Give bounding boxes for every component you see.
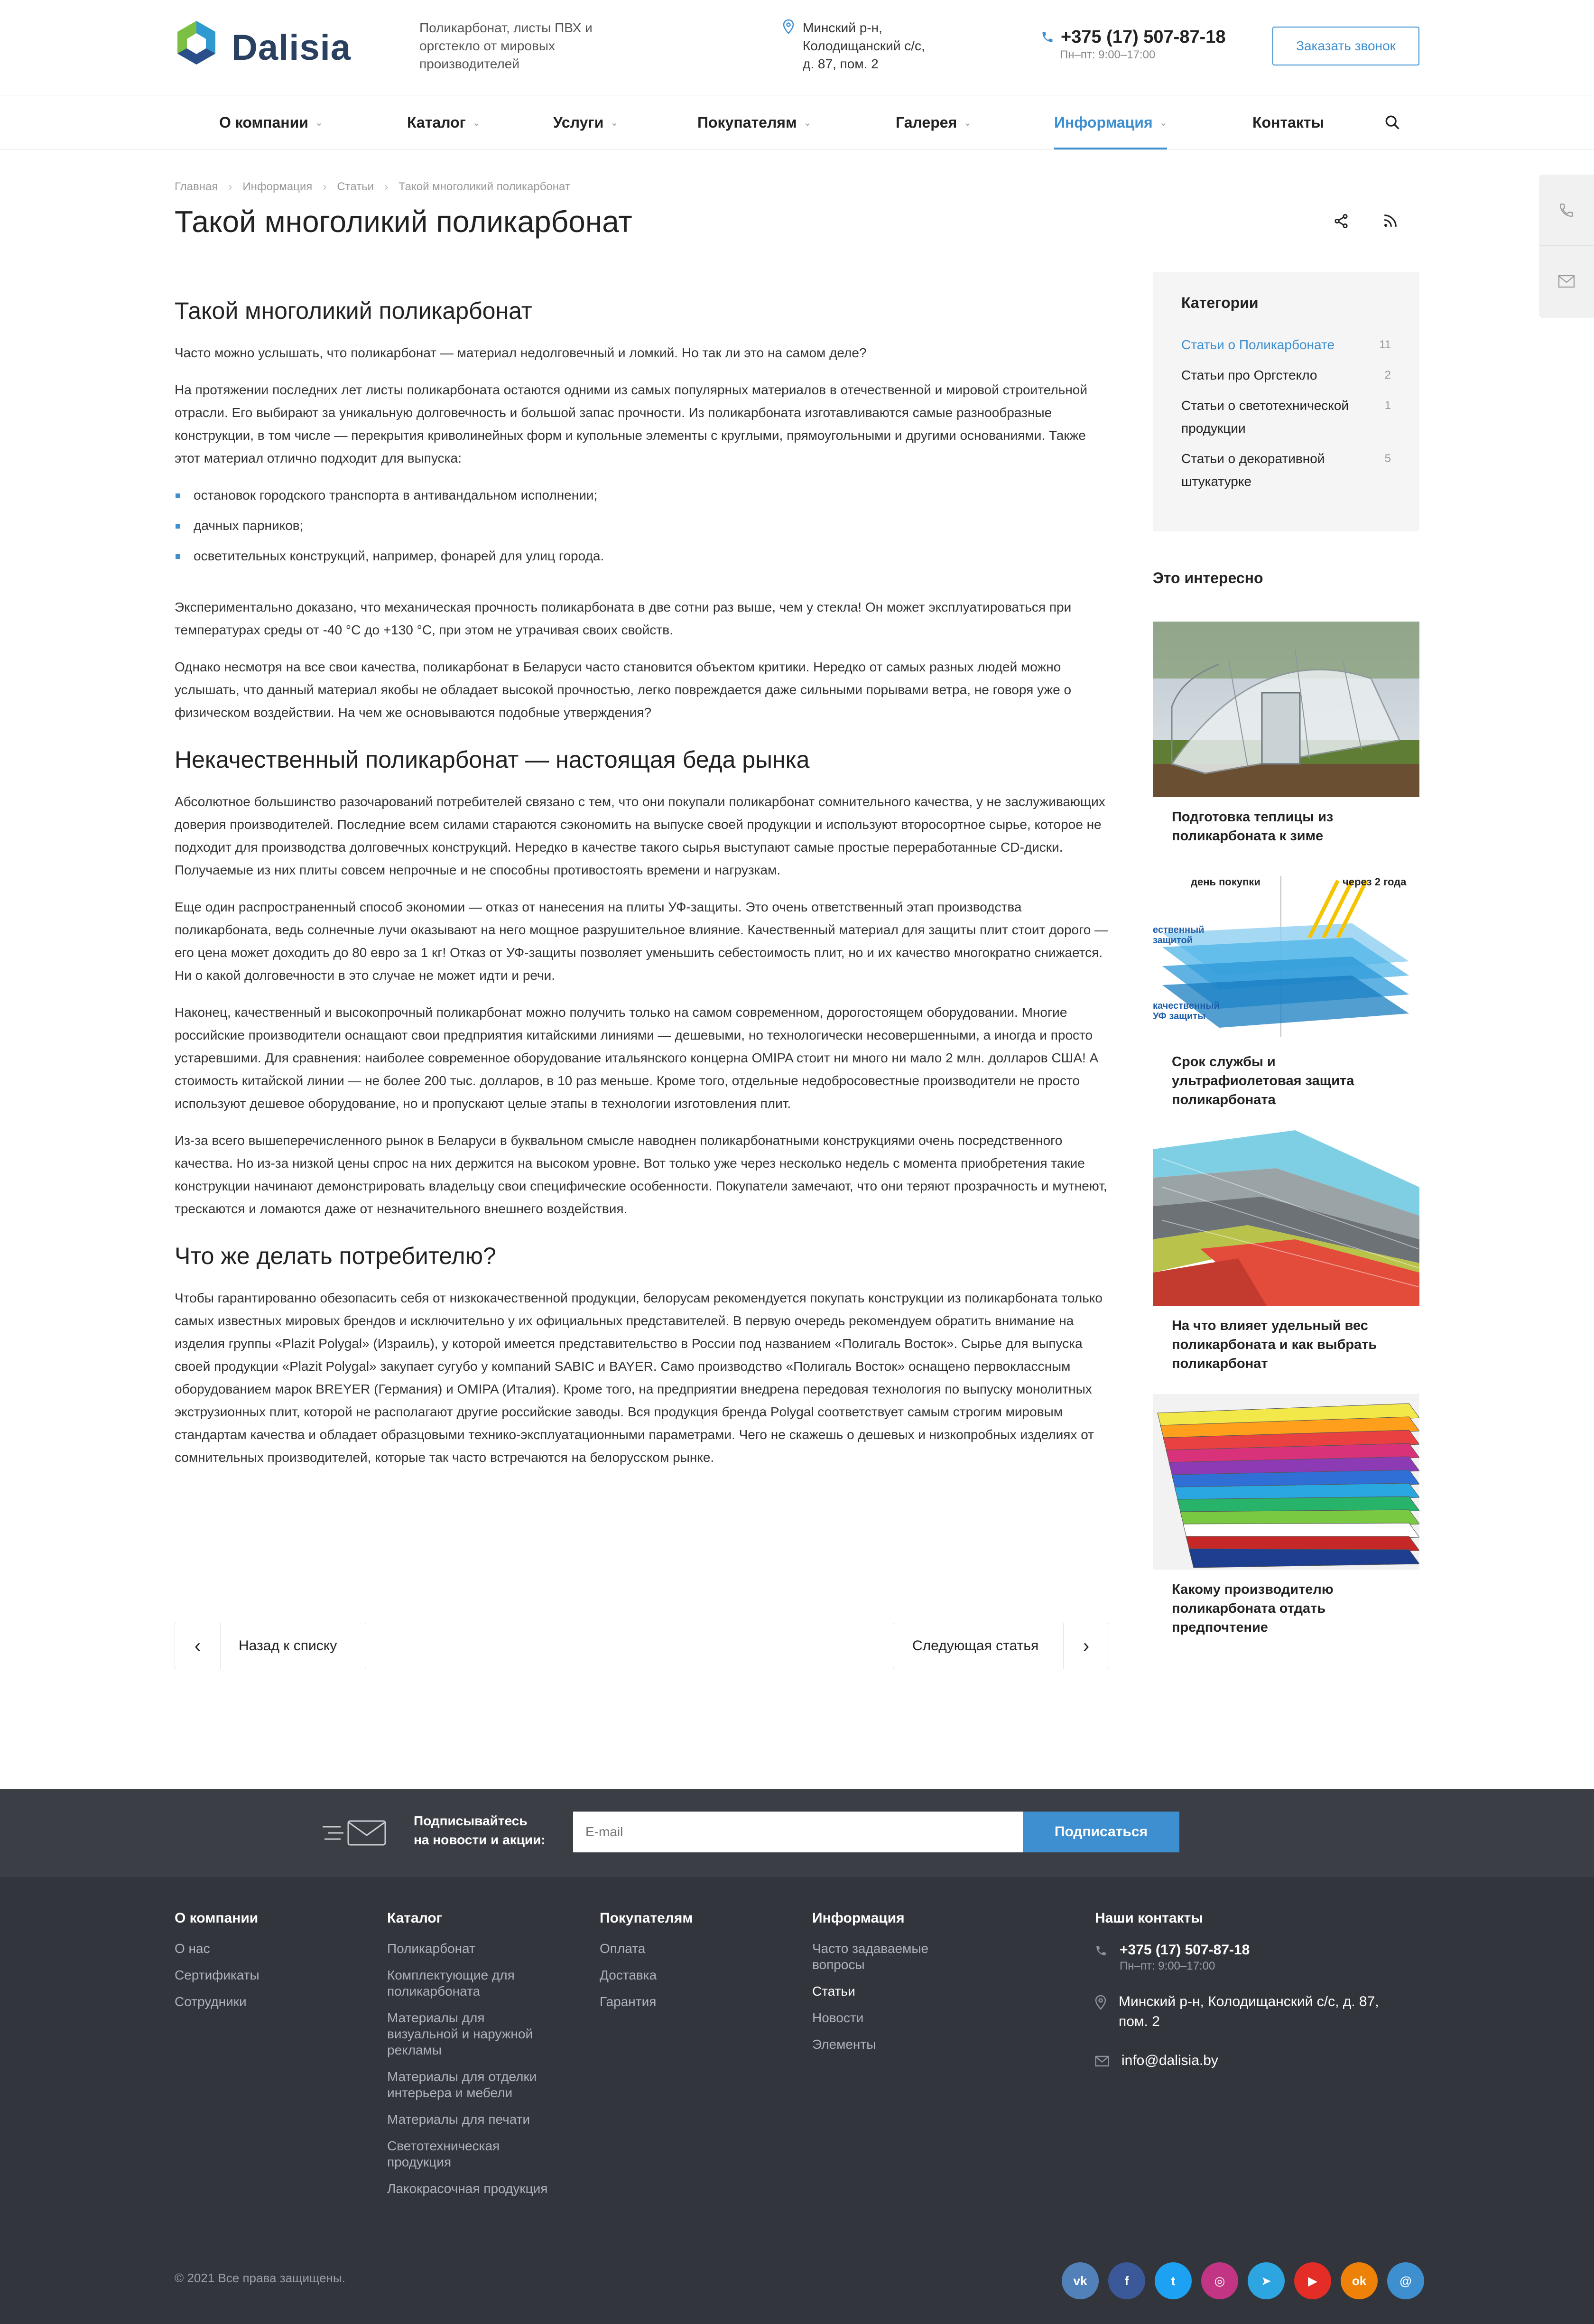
share-icon[interactable] xyxy=(1333,213,1349,230)
uv-label-no-uv: УФ защиты xyxy=(1153,1011,1206,1022)
footer-link[interactable]: Светотехническая продукция xyxy=(387,2138,500,2169)
page-title: Такой многоликий поликарбонат xyxy=(175,205,632,239)
logo[interactable] xyxy=(175,18,351,77)
site-header xyxy=(0,0,1594,95)
article-paragraph: На протяжении последних лет листы поликарбоната остаются одними из самых популярных материалов в отечественной и мировой строительной отрасли. Его выбирают за уникальную долговечность и большой запас прочности. Из поликарбоната изготавливаются самые разнообразные конструкции, в том числе — перекрытия криволинейных форм и купольные элементы с круглыми, прямоугольными и другими основаниями. Также этот материал отлично подходит для выпуска: xyxy=(175,382,1088,465)
footer-column xyxy=(387,1910,567,2207)
article-heading: Некачественный поликарбонат — настоящая беда рынка xyxy=(175,746,810,773)
category-label: Статьи о светотехнической продукции xyxy=(1181,398,1349,436)
category-item[interactable] xyxy=(1181,394,1391,440)
side-floating-tools xyxy=(1539,175,1594,318)
breadcrumb-current: Такой многоликий поликарбонат xyxy=(398,180,570,193)
social-links xyxy=(1062,2262,1424,2299)
footer-phone-row xyxy=(1095,1941,1399,1973)
post-title: Подготовка теплицы из поликарбоната к зиме xyxy=(1172,809,1334,844)
uv-label-low-quality: качественный xyxy=(1153,1001,1220,1011)
article-paragraph: Из-за всего вышеперечисленного рынок в Беларуси в буквальном смысле наводнен поликарбонатными конструкциями очень посредственного качества. Но из-за низкой цены спрос на них держится на высоком уровне. Вот только уже через несколько недель с момента приобретения такие конструкции начинают демонстрировать владельцу свои специфические особенности. Покупатели замечают, что они теряют прозрачность и мутнеют, трескаются и ломаются даже от незначительного внешнего воздействия. xyxy=(175,1133,1107,1216)
article-paragraph: Чтобы гарантированно обезопасить себя от низкокачественной продукции, белорусам рекомендуется покупать конструкции из поликарбоната только самых известных мировых брендов и исключительно у их официальных представителей. В первую очередь рекомендуем обратить внимание на изделия группы «Plazit Polygal» (Израиль), у которой имеется представительство в России под названием «Полигаль Восток». Сырье для выпуска своей продукции «Plazit Polygal» закупает сугубо у компаний SABIC и BAYER. Само производство «Полигаль Восток» оснащено первоклассным оборудованием марок BREYER (Германия) и OMIPA (Италия). Кроме того, на предприятии внедрена передовая технология по выпуску монолитных экструзионных плит, которой не располагают другие российские заводы. Вся продукция бренда Polygal соответствует самым строгим мировым стандартам качества и обладает образцовыми технико-эксплуатационными параметрами. Чего не скажешь о дешевых и низкопробных изделиях от сомнительных производителей, которые так часто встречаются на белорусском рынке. xyxy=(175,1291,1103,1465)
footer-link[interactable]: Статьи xyxy=(812,1984,855,1999)
nav-item[interactable] xyxy=(1252,95,1324,149)
nav-item[interactable] xyxy=(697,95,811,149)
footer-contacts xyxy=(1095,1910,1399,2090)
site-footer xyxy=(0,1877,1594,2324)
header-hours: Пн–пт: 9:00–17:00 xyxy=(1060,48,1156,61)
back-to-list-button[interactable] xyxy=(175,1623,366,1669)
categories-title: Категории xyxy=(1181,294,1259,311)
footer-column-title: О компании xyxy=(175,1910,259,1926)
post-card[interactable] xyxy=(1153,866,1419,1109)
article-heading: Что же делать потребителю? xyxy=(175,1243,496,1269)
rss-icon[interactable] xyxy=(1382,213,1399,229)
footer-link[interactable]: Элементы xyxy=(812,2037,876,2052)
twitter-icon[interactable]: t xyxy=(1155,2262,1192,2299)
post-title: На что влияет удельный вес поликарбоната и как выбрать поликарбонат xyxy=(1172,1318,1377,1371)
footer-column-title: Покупателям xyxy=(600,1910,693,1926)
post-card[interactable] xyxy=(1153,1130,1419,1373)
header-phone-block xyxy=(1041,27,1226,62)
chevron-down-icon: ⌄ xyxy=(472,117,481,128)
phone-icon xyxy=(1041,30,1054,44)
category-count: 2 xyxy=(1384,369,1391,381)
mail-icon xyxy=(1558,275,1575,288)
breadcrumb-link[interactable]: Информация xyxy=(242,180,313,193)
footer-link[interactable]: Лакокрасочная продукция xyxy=(387,2181,548,2196)
nav-item[interactable] xyxy=(219,95,323,149)
subscribe-text-line: Подписывайтесь xyxy=(414,1813,528,1828)
footer-link[interactable]: Часто задаваемые вопросы xyxy=(812,1941,929,1972)
footer-link[interactable]: Материалы для визуальной и наружной рекламы xyxy=(387,2010,533,2057)
post-image-polycarbonate-sheets xyxy=(1153,1130,1419,1306)
next-article-label: Следующая статья xyxy=(912,1638,1039,1654)
category-item[interactable] xyxy=(1181,334,1391,356)
phone-icon xyxy=(1095,1944,1107,1957)
odnoklassniki-icon[interactable]: ok xyxy=(1341,2262,1378,2299)
categories-panel xyxy=(1153,272,1419,531)
search-icon[interactable] xyxy=(1384,114,1400,130)
chevron-down-icon: ⌄ xyxy=(315,117,323,128)
callback-button[interactable]: Заказать звонок xyxy=(1272,27,1419,65)
chevron-down-icon: ⌄ xyxy=(803,117,812,128)
article-paragraph: Абсолютное большинство разочарований потребителей связано с тем, что они покупали поликарбонат сомнительного качества, у не заслуживающих доверия производителей. Последние всем силами стараются сэкономить на выпуске своей продукции и используют второсортное сырье, которое не подходит для производства долговечных конструкций. Нередко в качестве такого сырья выступают самые простые переработанные CD-диски. Получаемые из них плиты совсем непрочные и не способны противостоять времени и нагрузкам. xyxy=(175,794,1105,877)
footer-link[interactable]: Сотрудники xyxy=(175,1994,247,2009)
logo-text: Dalisia xyxy=(232,27,352,68)
email-icon[interactable]: @ xyxy=(1387,2262,1424,2299)
nav-item[interactable] xyxy=(553,95,618,149)
breadcrumb-separator: › xyxy=(384,180,389,193)
article-paragraph: Однако несмотря на все свои качества, поликарбонат в Беларуси часто становится объектом критики. Нередко от самых разных людей можно услышать, что данный материал якобы не обладает высокой прочностью, легко повреждается даже сильными порывами ветра, не говоря уже о физическом воздействии. На чем же основываются подобные утверждения? xyxy=(175,660,1072,720)
post-image-uv-protection xyxy=(1153,866,1419,1042)
footer-link[interactable]: О нас xyxy=(175,1941,210,1956)
phone-icon xyxy=(1558,202,1575,218)
email-input[interactable] xyxy=(573,1812,1023,1852)
footer-link[interactable]: Поликарбонат xyxy=(387,1941,475,1956)
uv-label-purchase: день покупки xyxy=(1191,876,1260,888)
category-count: 5 xyxy=(1384,452,1391,465)
category-item[interactable] xyxy=(1181,447,1391,493)
youtube-icon[interactable]: ▶ xyxy=(1294,2262,1331,2299)
nav-item-label: Галерея xyxy=(896,113,957,131)
footer-phone-link[interactable]: +375 (17) 507-87-18 xyxy=(1120,1942,1250,1958)
nav-item-label: Услуги xyxy=(553,113,604,131)
article-list-item: дачных парников; xyxy=(175,514,1109,537)
footer-column-title: Каталог xyxy=(387,1910,443,1926)
subscribe-bar xyxy=(0,1789,1594,1877)
breadcrumb-link[interactable]: Главная xyxy=(175,180,218,193)
footer-email-row xyxy=(1095,2051,1399,2071)
nav-item[interactable] xyxy=(896,95,972,149)
next-article-button[interactable] xyxy=(893,1623,1109,1669)
nav-item-label: Информация xyxy=(1054,113,1153,131)
footer-link[interactable]: Материалы для печати xyxy=(387,2112,530,2127)
footer-column-title: Наши контакты xyxy=(1095,1910,1203,1926)
category-label: Статьи о Поликарбонате xyxy=(1181,337,1335,352)
article-paragraph: Еще один распространенный способ экономии — отказ от нанесения на плиты УФ-защиты. Это очень ответственный этап производства поликарбоната, ведь солнечные лучи оказывают на него мощное разрушительное влияние. Качественный материал для защиты плит стоит дорого — его цена может доходить до 80 евро за 1 кг! Отказ от УФ-защиты позволяет уменьшить себестоимость плит, но и их качество многократно снижается. Ни о какой долговечности в это случае не может идти и речи. xyxy=(175,900,1108,983)
breadcrumb xyxy=(175,180,570,194)
vk-icon[interactable]: vk xyxy=(1062,2262,1099,2299)
category-item[interactable] xyxy=(1181,364,1391,387)
article-paragraph: Наконец, качественный и высокопрочный поликарбонат можно получить только на самом современном, дорогостоящем оборудовании. Многие российские производители оснащают свои предприятия китайскими линиями — дешевыми, но технологически несовершенными, а иногда и просто устаревшими. Для сравнения: наиболее современное оборудование итальянского концерна OMIPA стоит ни много ни мало 2 млн. долларов США! А стоимость китайской линии — не более 200 тыс. долларов, в 10 раз меньше. Кроме того, отдельные недобросовестные производители не просто используют дешевое оборудование, но и пропускают целые этапы в технологии изготовления плит. xyxy=(175,1005,1099,1111)
footer-link[interactable]: Доставка xyxy=(600,1968,657,1982)
logo-icon xyxy=(175,19,218,76)
chevron-down-icon: ⌄ xyxy=(1159,117,1168,128)
article-paragraph: Экспериментально доказано, что механическая прочность поликарбоната в две сотни раз выше, чем у стекла! Он может эксплуатироваться при температурах среды от -40 °С до +130 °С, при этом не утрачивая своих свойств. xyxy=(175,600,1072,637)
post-title: Какому производителю поликарбоната отдать предпочтение xyxy=(1172,1582,1334,1635)
chevron-down-icon: ⌄ xyxy=(610,117,619,128)
uv-label-two-years: через 2 года xyxy=(1343,876,1407,888)
footer-hours: Пн–пт: 9:00–17:00 xyxy=(1120,1960,1215,1972)
location-pin-icon xyxy=(783,19,794,34)
chevron-down-icon: ⌄ xyxy=(964,117,972,128)
category-label: Статьи про Оргстекло xyxy=(1181,368,1317,382)
subscribe-text xyxy=(414,1812,546,1850)
interesting-title: Это интересно xyxy=(1153,569,1263,586)
footer-link[interactable]: Материалы для отделки интерьера и мебели xyxy=(387,2069,537,2100)
header-phone-link[interactable]: +375 (17) 507-87-18 xyxy=(1061,27,1226,47)
side-mail-tool[interactable] xyxy=(1539,246,1594,317)
address-line: д. 87, пом. 2 xyxy=(803,56,879,71)
nav-item-label: О компании xyxy=(219,113,308,131)
subscribe-button[interactable]: Подписаться xyxy=(1023,1812,1179,1852)
uv-label-with-protection: защитой xyxy=(1153,935,1193,946)
header-slogan: Поликарбонат, листы ПВХ и оргстекло от мировых производителей xyxy=(419,20,593,71)
chevron-right-icon: › xyxy=(1063,1623,1109,1669)
article-list-item: осветительных конструкций, например, фонарей для улиц города. xyxy=(175,545,1109,567)
footer-column-title: Информация xyxy=(812,1910,905,1926)
footer-link[interactable]: Комплектующие для поликарбоната xyxy=(387,1968,515,1999)
footer-link[interactable]: Оплата xyxy=(600,1941,646,1956)
copyright: © 2021 Все права защищены. xyxy=(175,2271,345,2285)
footer-column xyxy=(175,1910,355,2020)
side-callback-tool[interactable] xyxy=(1539,175,1594,246)
chevron-left-icon: ‹ xyxy=(175,1623,221,1669)
article-list-item: остановок городского транспорта в антивандальном исполнении; xyxy=(175,484,1109,507)
address-line: Минский р-н, xyxy=(803,20,882,35)
title-tools xyxy=(1333,213,1399,230)
footer-column xyxy=(812,1910,992,2063)
footer-link[interactable]: Гарантия xyxy=(600,1994,657,2009)
instagram-icon[interactable]: ◎ xyxy=(1201,2262,1238,2299)
footer-column xyxy=(600,1910,780,2020)
breadcrumb-separator: › xyxy=(323,180,327,193)
footer-email-link[interactable]: info@dalisia.by xyxy=(1121,2053,1218,2068)
subscribe-text-line: на новости и акции: xyxy=(414,1832,546,1847)
uv-label-quality: ественный xyxy=(1153,925,1205,935)
nav-item[interactable] xyxy=(1054,95,1167,149)
header-address xyxy=(783,19,925,73)
back-to-list-label: Назад к списку xyxy=(239,1638,337,1654)
nav-item-label: Контакты xyxy=(1252,113,1324,131)
post-image-color-stack xyxy=(1153,1394,1419,1570)
facebook-icon[interactable]: f xyxy=(1108,2262,1145,2299)
footer-address-row xyxy=(1095,1992,1399,2032)
post-title: Срок службы и ультрафиолетовая защита поликарбоната xyxy=(1172,1054,1354,1107)
nav-item-label: Покупателям xyxy=(697,113,797,131)
article-body xyxy=(175,294,1109,1483)
telegram-icon[interactable]: ➤ xyxy=(1248,2262,1285,2299)
address-line: Колодищанский с/с, xyxy=(803,38,925,53)
category-label: Статьи о декоративной штукатурке xyxy=(1181,451,1325,489)
post-card[interactable] xyxy=(1153,622,1419,846)
mail-icon xyxy=(1095,2055,1109,2067)
article-list xyxy=(175,484,1109,567)
post-image-greenhouse xyxy=(1153,622,1419,797)
breadcrumb-separator: › xyxy=(228,180,232,193)
category-count: 1 xyxy=(1384,399,1391,412)
breadcrumb-link[interactable]: Статьи xyxy=(337,180,374,193)
category-count: 11 xyxy=(1379,338,1391,351)
post-card[interactable] xyxy=(1153,1394,1419,1637)
location-pin-icon xyxy=(1095,1995,1106,2010)
footer-address: Минский р-н, Колодищанский с/с, д. 87, пом. 2 xyxy=(1119,1994,1379,2029)
article-heading: Такой многоликий поликарбонат xyxy=(175,297,532,324)
main-nav xyxy=(0,95,1594,150)
mail-icon xyxy=(319,1818,387,1848)
footer-link[interactable]: Сертификаты xyxy=(175,1968,259,1982)
nav-item[interactable] xyxy=(407,95,481,149)
nav-item-label: Каталог xyxy=(407,113,466,131)
article-paragraph: Часто можно услышать, что поликарбонат — материал недолговечный и ломкий. Но так ли это на самом деле? xyxy=(175,345,867,360)
footer-link[interactable]: Новости xyxy=(812,2010,864,2025)
